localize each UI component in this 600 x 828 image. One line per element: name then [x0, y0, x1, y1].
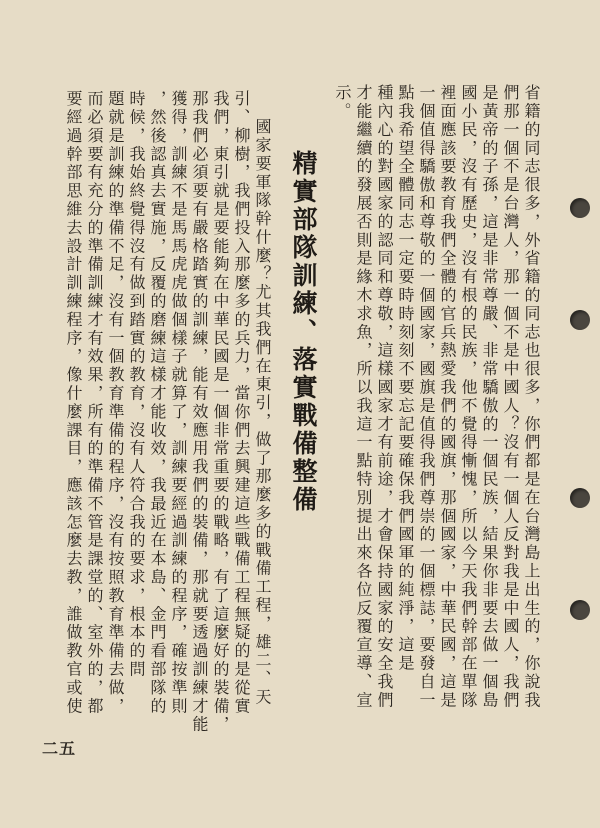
- text-column: 要經過幹部思維去設計訓練程序，像什麼課目，應該怎麼去教，誰做教官或使: [64, 90, 83, 716]
- text-column: 國小民，沒有歷史，沒有根的民族，他不覺得慚愧，所以今天我們幹部在單隊: [459, 84, 478, 710]
- text-column: 才能繼續的發展否則是緣木求魚，所以我這一點特別提出來各位反覆宣導、宣: [354, 84, 373, 710]
- text-column: 點我希望全體同志一定要時時刻刻不要忘記要確保我們國軍的純淨，這是: [396, 84, 415, 673]
- text-column: 題就是訓練的準備不足，沒有一個教育準備的程序，沒有按照教育準備去做，: [106, 90, 125, 716]
- text-column: 是黃帝的子孫，這是非常尊嚴、非常驕傲的一個民族，結果你非要去做一個島: [480, 84, 499, 710]
- binder-hole: [570, 198, 590, 218]
- text-column: 國家要軍隊幹什麼？尤其我們在東引，做了那麼多的戰備工程，雄二、天: [253, 118, 272, 707]
- binder-hole: [570, 310, 590, 330]
- text-column: 示。: [333, 84, 352, 121]
- binder-hole: [570, 488, 590, 508]
- text-column: 們那一個不是台灣人，那一個不是中國人？沒有一個人反對我是中國人，我們: [501, 84, 520, 710]
- text-column: 獲得，訓練不是馬馬虎虎做個樣子就算了，訓練要經過訓練的程序，確按準則: [169, 90, 188, 716]
- text-column: 那我們必須要有嚴格踏實的訓練，能有效應用我們的裝備，那就要透過訓練才能: [190, 90, 209, 734]
- text-column: 一個值得驕傲和尊敬的一個國家，國旗是值得我們尊崇的一個標誌，要發自一: [417, 84, 436, 710]
- text-column: ，然後認真去實施，反覆的磨練這樣才能收效，我最近在本島、金門看部隊的: [148, 90, 167, 716]
- text-column: 我們，東引就是要能夠在中華民國是一個非常重要的戰略，有了這麼好的裝備，: [211, 90, 230, 734]
- text-column: 省籍的同志很多，外省籍的同志也很多，你們都是在台灣島上出生的，你說我: [522, 84, 541, 710]
- text-column: 裡面應該要教育我們全體的官兵熱愛我們的國旗，那個國家，中華民國，這是: [438, 84, 457, 710]
- text-column: 時候，我始終覺得沒有做到踏實的教育，沒有人符合我的要求，根本的問: [127, 90, 146, 679]
- section-title: 精實部隊訓練、落實戰備整備: [289, 150, 318, 514]
- text-column: 引、柳樹，我們投入那麼多的兵力，當你們去興建這些戰備工程無疑的是從實: [232, 90, 251, 716]
- page-number: 二五: [42, 739, 77, 758]
- binder-hole: [570, 600, 590, 620]
- text-column: 種內心的對國家的認同和尊敬，這樣國家才有前途，才會保持國家的安全我們: [375, 84, 394, 710]
- text-column: 而必須要有充分的準備訓練才有效果，所有的準備不管是課堂的、室外的，都: [85, 90, 104, 716]
